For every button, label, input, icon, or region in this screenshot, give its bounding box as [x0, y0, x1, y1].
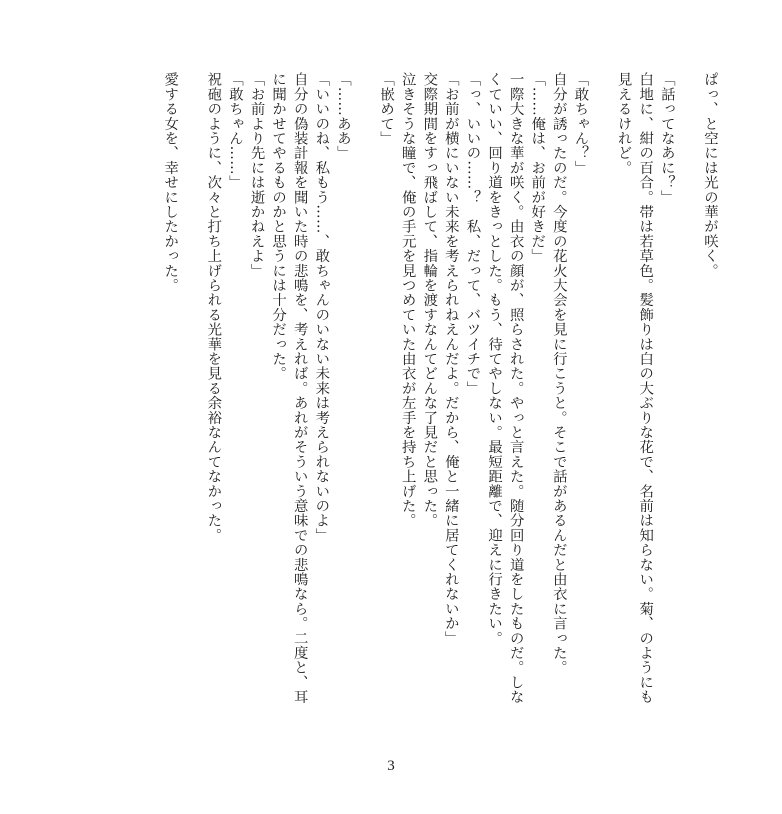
paragraph: 愛する女を、幸せにしたかった。	[162, 72, 179, 293]
paragraph: 自分が誘ったのだ。今度の花火大会を見に行こうと。そこで話があるんだと由衣に言った。	[550, 72, 567, 675]
paragraph: 「っ、いいの……？ 私、だって、バツイチで」	[464, 72, 481, 396]
paragraph: 「敢ちゃん？」	[572, 72, 589, 175]
paragraph: 交際期間をすっ飛ばして、指輪を渡すなんてどんな了見だと思った。	[421, 72, 438, 528]
paragraph: 祝砲のように、次々と打ち上げられる光華を見る余裕なんてなかった。	[205, 72, 222, 543]
paragraph: 「話ってなあに？」	[658, 72, 675, 205]
blank-line	[590, 72, 612, 712]
paragraph: 泣きそうな瞳で、俺の手元を見つめていた由衣が左手を持ち上げた。	[399, 72, 416, 528]
paragraph: 白地に、紺の百合。帯は若草色。髪飾りは白の大ぶりな花で、名前は知らない。菊、のようにも見えるけれど。	[615, 72, 654, 705]
paragraph: 「……ああ」	[334, 72, 351, 161]
paragraph: 一際大きな華が咲く。由衣の顔が、照らされた。やっと言えた。随分回り道をしたものだ。しなくていい、回り道をきっとした。もう、待てやしない。最短距離で、迎えに行きたい。	[486, 72, 524, 705]
paragraph: 「お前が横にいない未来を考えられねえんだよ。だから、俺と一緒に居てくれないか」	[442, 72, 459, 646]
paragraph: 「嵌めて」	[378, 72, 395, 146]
paragraph: 「敢ちゃん……」	[226, 72, 243, 190]
paragraph: ぱっ、と空には光の華が咲く。	[702, 72, 718, 278]
vertical-text-body	[159, 72, 720, 712]
blank-line	[180, 72, 202, 712]
paragraph: 「お前より先には逝かねえよ」	[248, 72, 265, 278]
blank-line	[353, 72, 375, 712]
blank-line	[677, 72, 699, 712]
page-number: 3	[387, 758, 395, 774]
paragraph: 自分の偽装計報を聞いた時の悲鳴を、考えれば。あれがそういう意味での悲鳴なら。二度と、耳に聞かせてやるものかと思うには十分だった。	[270, 72, 308, 705]
paragraph: 「いいのね、私もう……、敢ちゃんのいない未来は考えられないのよ」	[313, 72, 330, 543]
paragraph: 「……俺は、お前が好きだ」	[529, 72, 546, 264]
